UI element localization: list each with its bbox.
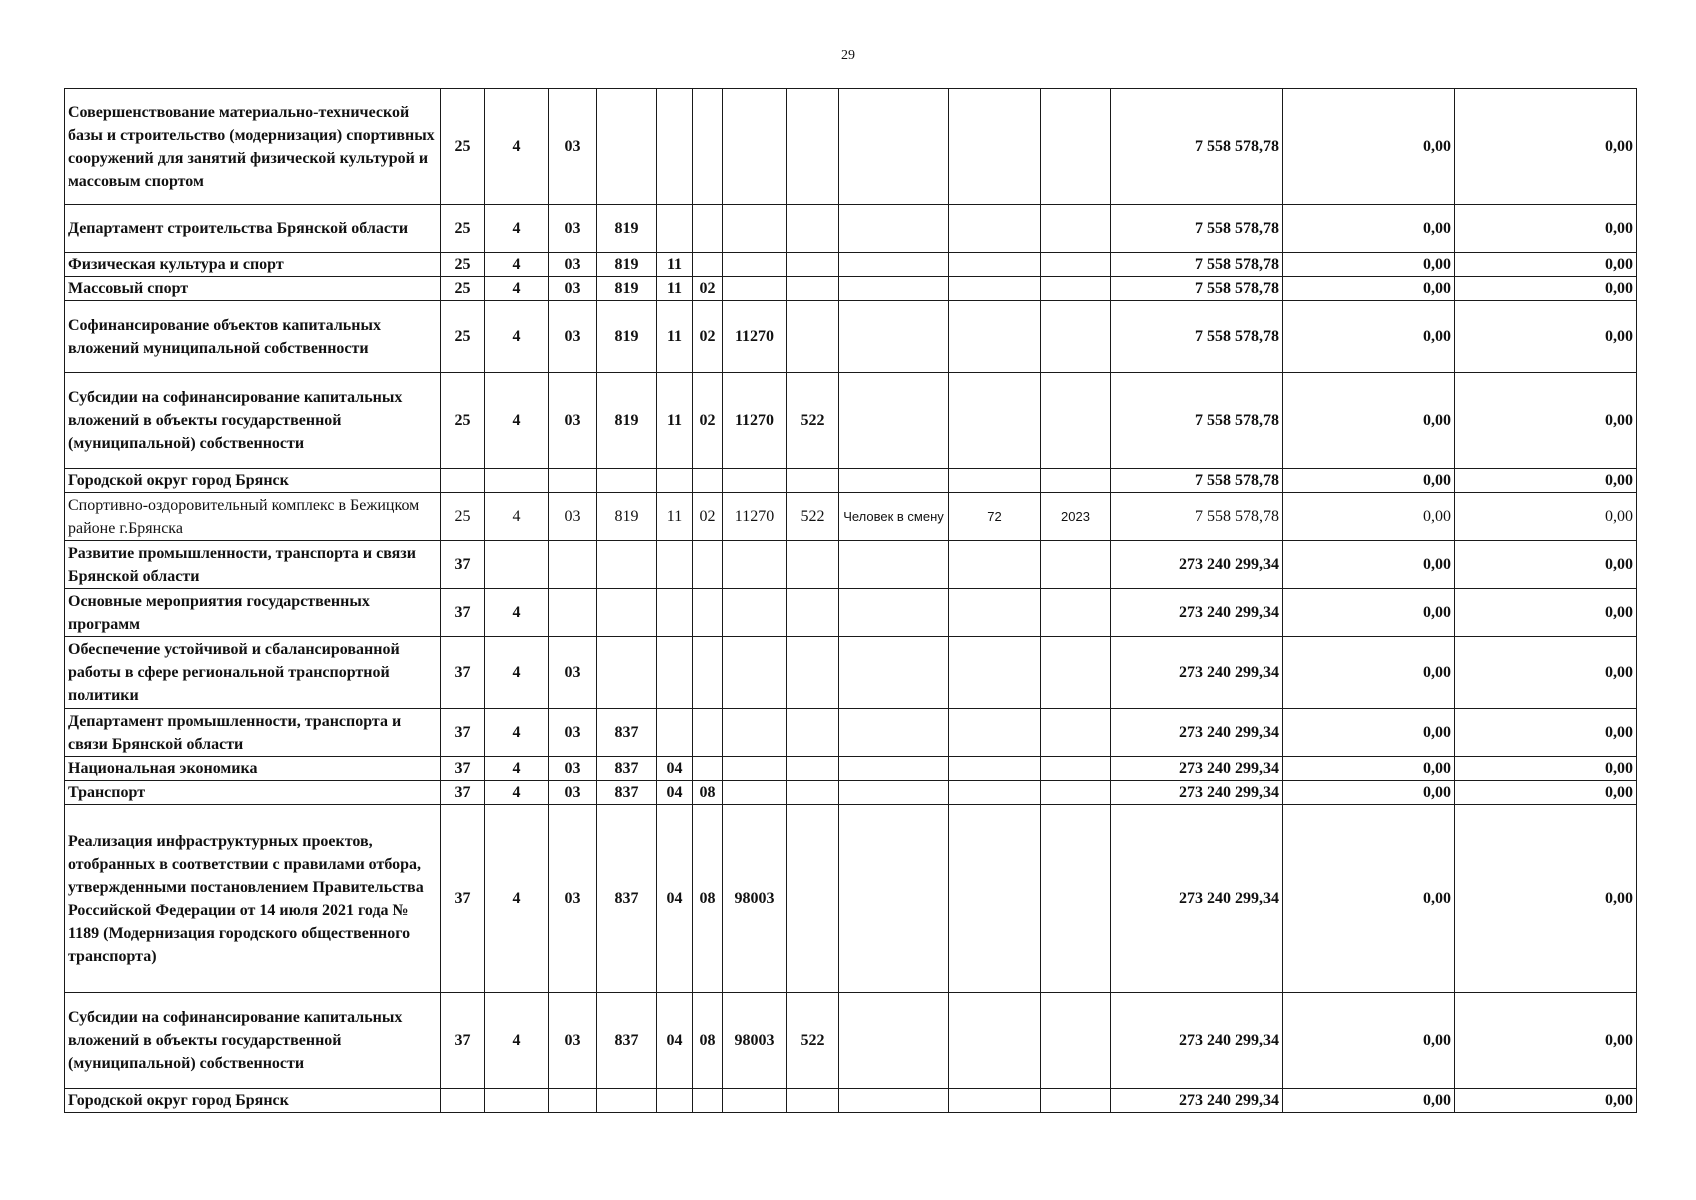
row-name: Физическая культура и спорт (65, 253, 441, 277)
code-subsection (693, 1089, 723, 1113)
code-subsection: 02 (693, 301, 723, 373)
amount-year-3: 0,00 (1455, 277, 1637, 301)
code-expense-type (787, 205, 839, 253)
code-expense-type (787, 805, 839, 993)
amount-year-3: 0,00 (1455, 205, 1637, 253)
capacity-unit (839, 757, 949, 781)
code-department: 837 (597, 805, 657, 993)
code-department: 819 (597, 373, 657, 469)
code-expense-type (787, 709, 839, 757)
code-subprogram: 4 (485, 757, 549, 781)
code-program: 25 (441, 373, 485, 469)
code-section (657, 89, 693, 205)
code-expense-type (787, 541, 839, 589)
capacity-unit (839, 637, 949, 709)
code-event (549, 1089, 597, 1113)
amount-year-3: 0,00 (1455, 469, 1637, 493)
code-event (549, 589, 597, 637)
amount-year-3: 0,00 (1455, 757, 1637, 781)
code-subprogram: 4 (485, 301, 549, 373)
amount-year-1: 7 558 578,78 (1111, 373, 1283, 469)
code-direction (723, 205, 787, 253)
code-direction (723, 89, 787, 205)
amount-year-3: 0,00 (1455, 493, 1637, 541)
code-subsection (693, 253, 723, 277)
row-name: Городской округ город Брянск (65, 1089, 441, 1113)
code-section: 04 (657, 781, 693, 805)
code-section: 11 (657, 277, 693, 301)
amount-year-1: 273 240 299,34 (1111, 1089, 1283, 1113)
code-subsection (693, 205, 723, 253)
code-event: 03 (549, 373, 597, 469)
table-row (65, 541, 1637, 589)
code-subprogram: 4 (485, 493, 549, 541)
amount-year-2: 0,00 (1283, 805, 1455, 993)
code-subsection: 02 (693, 493, 723, 541)
code-section (657, 589, 693, 637)
code-direction (723, 253, 787, 277)
table-row (65, 637, 1637, 709)
capacity-value (949, 1089, 1041, 1113)
code-program: 37 (441, 805, 485, 993)
code-expense-type (787, 589, 839, 637)
row-name: Массовый спорт (65, 277, 441, 301)
code-section: 11 (657, 301, 693, 373)
code-program: 37 (441, 637, 485, 709)
amount-year-1: 7 558 578,78 (1111, 493, 1283, 541)
commissioning-year (1041, 757, 1111, 781)
code-expense-type (787, 637, 839, 709)
amount-year-1: 273 240 299,34 (1111, 757, 1283, 781)
code-section (657, 541, 693, 589)
capacity-value (949, 277, 1041, 301)
capacity-unit (839, 277, 949, 301)
table-row (65, 469, 1637, 493)
amount-year-3: 0,00 (1455, 373, 1637, 469)
capacity-value (949, 757, 1041, 781)
code-department: 837 (597, 781, 657, 805)
amount-year-2: 0,00 (1283, 205, 1455, 253)
code-program: 25 (441, 493, 485, 541)
amount-year-3: 0,00 (1455, 1089, 1637, 1113)
code-subprogram (485, 541, 549, 589)
capacity-unit (839, 805, 949, 993)
amount-year-2: 0,00 (1283, 89, 1455, 205)
commissioning-year (1041, 373, 1111, 469)
code-subprogram (485, 1089, 549, 1113)
amount-year-2: 0,00 (1283, 301, 1455, 373)
code-expense-type: 522 (787, 993, 839, 1089)
code-program: 37 (441, 757, 485, 781)
commissioning-year (1041, 637, 1111, 709)
code-event: 03 (549, 781, 597, 805)
capacity-value (949, 637, 1041, 709)
capacity-unit (839, 253, 949, 277)
code-expense-type (787, 89, 839, 205)
row-name: Департамент строительства Брянской области (65, 205, 441, 253)
code-subsection (693, 757, 723, 781)
code-subprogram: 4 (485, 637, 549, 709)
page-number: 29 (841, 48, 855, 63)
amount-year-2: 0,00 (1283, 1089, 1455, 1113)
row-name: Спортивно-оздоровительный комплекс в Бежицком районе г.Брянска (65, 493, 441, 541)
capacity-value (949, 709, 1041, 757)
code-event: 03 (549, 993, 597, 1089)
row-name: Софинансирование объектов капитальных вложений муниципальной собственности (65, 301, 441, 373)
code-program: 37 (441, 993, 485, 1089)
capacity-value (949, 781, 1041, 805)
code-direction: 11270 (723, 373, 787, 469)
capacity-unit (839, 89, 949, 205)
amount-year-1: 7 558 578,78 (1111, 277, 1283, 301)
code-direction: 11270 (723, 301, 787, 373)
code-subprogram: 4 (485, 993, 549, 1089)
amount-year-3: 0,00 (1455, 993, 1637, 1089)
code-expense-type (787, 1089, 839, 1113)
code-department (597, 89, 657, 205)
amount-year-2: 0,00 (1283, 253, 1455, 277)
code-section (657, 709, 693, 757)
amount-year-2: 0,00 (1283, 637, 1455, 709)
code-event (549, 541, 597, 589)
code-subprogram: 4 (485, 253, 549, 277)
code-department: 819 (597, 277, 657, 301)
code-subprogram: 4 (485, 709, 549, 757)
capacity-value (949, 805, 1041, 993)
commissioning-year (1041, 89, 1111, 205)
code-subsection: 02 (693, 373, 723, 469)
code-program: 25 (441, 277, 485, 301)
commissioning-year (1041, 541, 1111, 589)
code-section: 11 (657, 253, 693, 277)
capacity-unit (839, 589, 949, 637)
code-event: 03 (549, 253, 597, 277)
code-program: 25 (441, 205, 485, 253)
amount-year-1: 273 240 299,34 (1111, 637, 1283, 709)
code-subprogram: 4 (485, 805, 549, 993)
code-program: 25 (441, 89, 485, 205)
code-department (597, 637, 657, 709)
amount-year-2: 0,00 (1283, 469, 1455, 493)
table-row (65, 277, 1637, 301)
code-expense-type (787, 301, 839, 373)
amount-year-3: 0,00 (1455, 301, 1637, 373)
amount-year-2: 0,00 (1283, 781, 1455, 805)
code-direction (723, 781, 787, 805)
code-department: 819 (597, 493, 657, 541)
code-program (441, 469, 485, 493)
code-subsection: 08 (693, 805, 723, 993)
commissioning-year (1041, 709, 1111, 757)
capacity-unit (839, 469, 949, 493)
code-section: 04 (657, 805, 693, 993)
amount-year-2: 0,00 (1283, 757, 1455, 781)
amount-year-2: 0,00 (1283, 993, 1455, 1089)
code-direction (723, 469, 787, 493)
code-department: 837 (597, 757, 657, 781)
row-name: Развитие промышленности, транспорта и связи Брянской области (65, 541, 441, 589)
table-row (65, 1089, 1637, 1113)
row-name: Субсидии на софинансирование капитальных вложений в объекты государственной (муниципальной) собственности (65, 373, 441, 469)
amount-year-1: 7 558 578,78 (1111, 205, 1283, 253)
amount-year-1: 7 558 578,78 (1111, 89, 1283, 205)
commissioning-year (1041, 993, 1111, 1089)
code-program: 25 (441, 301, 485, 373)
code-expense-type (787, 253, 839, 277)
capacity-unit (839, 301, 949, 373)
code-direction: 98003 (723, 993, 787, 1089)
amount-year-2: 0,00 (1283, 541, 1455, 589)
row-name: Транспорт (65, 781, 441, 805)
capacity-unit (839, 781, 949, 805)
code-department (597, 469, 657, 493)
code-direction (723, 541, 787, 589)
capacity-unit (839, 993, 949, 1089)
row-name: Реализация инфраструктурных проектов, отобранных в соответствии с правилами отбора, утвержденными постановлением Правительства Российской Федерации от 14 июля 2021 года № 1189 (Модернизация городского общественного транспорта) (65, 805, 441, 993)
amount-year-1: 7 558 578,78 (1111, 469, 1283, 493)
capacity-value (949, 205, 1041, 253)
table-row (65, 781, 1637, 805)
amount-year-1: 7 558 578,78 (1111, 301, 1283, 373)
table-row (65, 301, 1637, 373)
budget-table (64, 88, 1637, 1113)
row-name: Обеспечение устойчивой и сбалансированной работы в сфере региональной транспортной политики (65, 637, 441, 709)
row-name: Департамент промышленности, транспорта и связи Брянской области (65, 709, 441, 757)
code-subprogram: 4 (485, 781, 549, 805)
amount-year-2: 0,00 (1283, 589, 1455, 637)
table-row (65, 253, 1637, 277)
capacity-value (949, 89, 1041, 205)
commissioning-year: 2023 (1041, 493, 1111, 541)
amount-year-3: 0,00 (1455, 805, 1637, 993)
row-name: Городской округ город Брянск (65, 469, 441, 493)
commissioning-year (1041, 253, 1111, 277)
amount-year-2: 0,00 (1283, 709, 1455, 757)
code-department (597, 589, 657, 637)
capacity-value (949, 253, 1041, 277)
amount-year-3: 0,00 (1455, 637, 1637, 709)
code-direction (723, 277, 787, 301)
code-department: 837 (597, 993, 657, 1089)
code-event: 03 (549, 301, 597, 373)
code-section (657, 1089, 693, 1113)
commissioning-year (1041, 781, 1111, 805)
table-row (65, 709, 1637, 757)
amount-year-2: 0,00 (1283, 373, 1455, 469)
commissioning-year (1041, 1089, 1111, 1113)
code-program: 37 (441, 709, 485, 757)
amount-year-1: 273 240 299,34 (1111, 993, 1283, 1089)
code-program: 37 (441, 541, 485, 589)
code-department: 819 (597, 205, 657, 253)
code-subsection (693, 541, 723, 589)
amount-year-1: 273 240 299,34 (1111, 589, 1283, 637)
code-event: 03 (549, 205, 597, 253)
amount-year-2: 0,00 (1283, 493, 1455, 541)
commissioning-year (1041, 469, 1111, 493)
code-event: 03 (549, 757, 597, 781)
code-event: 03 (549, 709, 597, 757)
code-subprogram: 4 (485, 589, 549, 637)
code-section (657, 469, 693, 493)
code-section: 04 (657, 757, 693, 781)
code-subsection (693, 709, 723, 757)
capacity-unit (839, 373, 949, 469)
amount-year-3: 0,00 (1455, 253, 1637, 277)
code-event: 03 (549, 493, 597, 541)
code-expense-type (787, 277, 839, 301)
capacity-value (949, 589, 1041, 637)
code-department: 819 (597, 253, 657, 277)
code-subprogram: 4 (485, 277, 549, 301)
capacity-unit (839, 1089, 949, 1113)
capacity-unit: Человек в смену (839, 493, 949, 541)
code-program: 37 (441, 781, 485, 805)
amount-year-1: 273 240 299,34 (1111, 781, 1283, 805)
code-expense-type (787, 469, 839, 493)
code-direction (723, 589, 787, 637)
code-program: 25 (441, 253, 485, 277)
code-event: 03 (549, 277, 597, 301)
code-expense-type: 522 (787, 493, 839, 541)
code-direction (723, 709, 787, 757)
amount-year-1: 7 558 578,78 (1111, 253, 1283, 277)
code-section: 11 (657, 493, 693, 541)
commissioning-year (1041, 589, 1111, 637)
code-expense-type: 522 (787, 373, 839, 469)
code-subsection: 08 (693, 993, 723, 1089)
code-subprogram: 4 (485, 89, 549, 205)
code-direction: 98003 (723, 805, 787, 993)
code-department (597, 541, 657, 589)
capacity-value (949, 993, 1041, 1089)
amount-year-1: 273 240 299,34 (1111, 541, 1283, 589)
code-section (657, 205, 693, 253)
commissioning-year (1041, 301, 1111, 373)
code-event: 03 (549, 637, 597, 709)
amount-year-3: 0,00 (1455, 541, 1637, 589)
code-direction (723, 757, 787, 781)
commissioning-year (1041, 805, 1111, 993)
code-direction (723, 637, 787, 709)
code-expense-type (787, 757, 839, 781)
code-subsection (693, 637, 723, 709)
table-row (65, 205, 1637, 253)
table-row (65, 805, 1637, 993)
capacity-value: 72 (949, 493, 1041, 541)
code-department (597, 1089, 657, 1113)
code-subsection: 02 (693, 277, 723, 301)
code-event (549, 469, 597, 493)
code-direction (723, 1089, 787, 1113)
code-subprogram: 4 (485, 205, 549, 253)
amount-year-3: 0,00 (1455, 709, 1637, 757)
table-row (65, 757, 1637, 781)
commissioning-year (1041, 205, 1111, 253)
code-expense-type (787, 781, 839, 805)
amount-year-3: 0,00 (1455, 89, 1637, 205)
capacity-unit (839, 205, 949, 253)
code-section: 11 (657, 373, 693, 469)
capacity-unit (839, 709, 949, 757)
table-row (65, 89, 1637, 205)
code-subprogram (485, 469, 549, 493)
code-subsection (693, 89, 723, 205)
capacity-value (949, 373, 1041, 469)
row-name: Совершенствование материально-технической базы и строительство (модернизация) спортивных сооружений для занятий физической культурой и массовым спортом (65, 89, 441, 205)
table-row (65, 589, 1637, 637)
table-row (65, 493, 1637, 541)
capacity-value (949, 469, 1041, 493)
code-program: 37 (441, 589, 485, 637)
code-event: 03 (549, 89, 597, 205)
amount-year-1: 273 240 299,34 (1111, 709, 1283, 757)
code-subprogram: 4 (485, 373, 549, 469)
table-row (65, 993, 1637, 1089)
code-department: 819 (597, 301, 657, 373)
commissioning-year (1041, 277, 1111, 301)
capacity-value (949, 541, 1041, 589)
amount-year-2: 0,00 (1283, 277, 1455, 301)
row-name: Национальная экономика (65, 757, 441, 781)
amount-year-3: 0,00 (1455, 589, 1637, 637)
capacity-value (949, 301, 1041, 373)
code-program (441, 1089, 485, 1113)
code-subsection (693, 469, 723, 493)
code-event: 03 (549, 805, 597, 993)
code-subsection (693, 589, 723, 637)
code-section: 04 (657, 993, 693, 1089)
row-name: Основные мероприятия государственных программ (65, 589, 441, 637)
capacity-unit (839, 541, 949, 589)
code-section (657, 637, 693, 709)
code-department: 837 (597, 709, 657, 757)
code-direction: 11270 (723, 493, 787, 541)
amount-year-3: 0,00 (1455, 781, 1637, 805)
code-subsection: 08 (693, 781, 723, 805)
row-name: Субсидии на софинансирование капитальных вложений в объекты государственной (муниципальной) собственности (65, 993, 441, 1089)
amount-year-1: 273 240 299,34 (1111, 805, 1283, 993)
table-row (65, 373, 1637, 469)
